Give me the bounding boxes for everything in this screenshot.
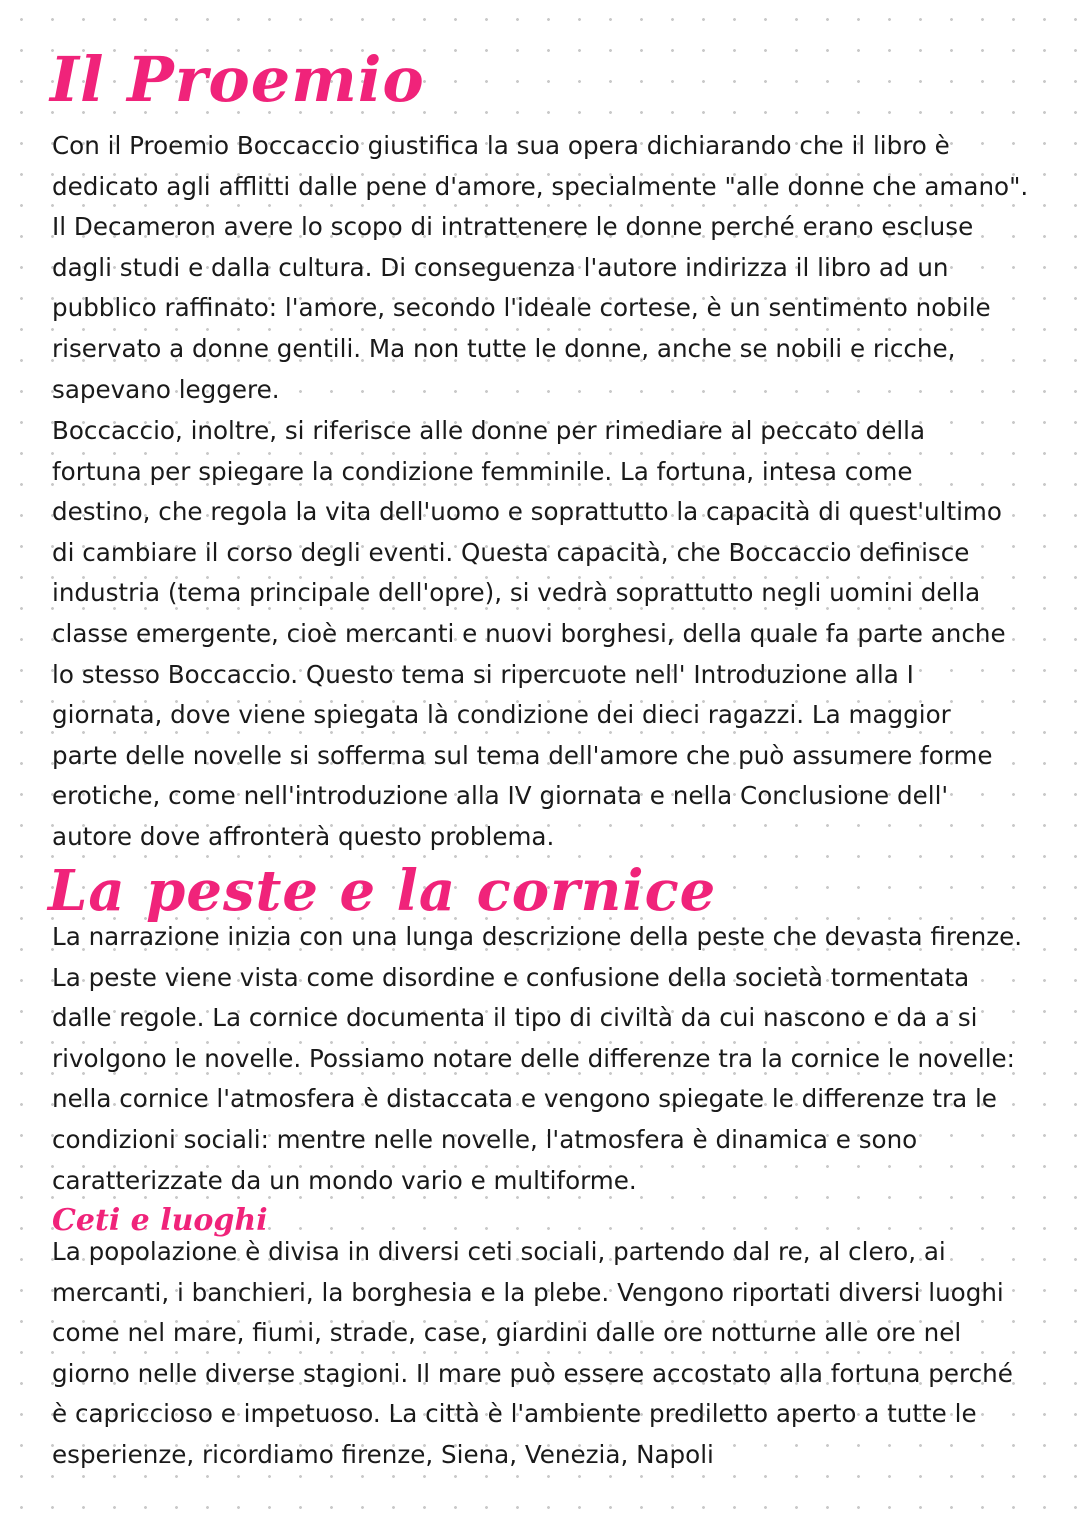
text-line: di cambiare il corso degli eventi. Questa capacità, che Boccaccio definisce <box>52 537 970 567</box>
text-line: autore dove affronterà questo problema. <box>52 821 555 851</box>
text-line: Con il Proemio Boccaccio giustifica la sua opera dichiarando che il libro è <box>52 131 950 160</box>
text-line: classe emergente, cioè mercanti e nuovi borghesi, della quale fa parte anche <box>52 618 1006 648</box>
text-line: pubblico raffinato: l'amore, secondo l'ideale cortese, è un sentimento nobile <box>52 293 991 323</box>
text-line: erotiche, come nell'introduzione alla IV giornata e nella Conclusione dell' <box>52 781 949 811</box>
section-title-peste-cornice: La peste e la cornice <box>48 858 717 924</box>
text-line: nella cornice l'atmosfera è distaccata e vengono spiegate le differenze tra le <box>52 1084 997 1114</box>
text-line: esperienze, ricordiamo firenze, Siena, Venezia, Napoli <box>52 1439 714 1469</box>
text-line: come nel mare, fiumi, strade, case, giardini dalle ore notturne alle ore nel <box>52 1318 962 1348</box>
text-line: destino, che regola la vita dell'uomo e soprattutto la capacità di quest'ultimo <box>52 497 1002 527</box>
text-line: La peste viene vista come disordine e confusione della società tormentata <box>52 962 970 992</box>
paragraph-proemio-2 <box>52 411 1042 858</box>
text-line: giornata, dove viene spiegata là condizione dei dieci ragazzi. La maggior <box>52 700 951 730</box>
subsection-title-ceti-luoghi: Ceti e luoghi <box>52 1203 268 1238</box>
text-line: parte delle novelle si sofferma sul tema dell'amore che può assumere forme <box>52 740 993 770</box>
paragraph-proemio-1 <box>52 126 1042 410</box>
text-line: caratterizzate da un mondo vario e multiforme. <box>52 1165 637 1195</box>
text-line: mercanti, i banchieri, la borghesia e la plebe. Vengono riportati diversi luoghi <box>52 1277 1004 1307</box>
text-line: riservato a donne gentili. Ma non tutte le donne, anche se nobili e ricche, <box>52 333 956 363</box>
text-line: condizioni sociali: mentre nelle novelle, l'atmosfera è dinamica e sono <box>52 1124 918 1154</box>
text-line: dagli studi e dalla cultura. Di conseguenza l'autore indirizza il libro ad un <box>52 252 949 282</box>
text-line: Boccaccio, inoltre, si riferisce alle donne per rimediare al peccato della <box>52 416 926 445</box>
text-line: industria (tema principale dell'opre), si vedrà soprattutto negli uomini della <box>52 578 981 608</box>
text-line: sapevano leggere. <box>52 374 280 404</box>
text-line: dalle regole. La cornice documenta il tipo di civiltà da cui nascono e da a si <box>52 1003 978 1033</box>
text-line: lo stesso Boccaccio. Questo tema si ripercuote nell' Introduzione alla I <box>52 659 914 689</box>
section-title-proemio: Il Proemio <box>50 43 425 116</box>
text-line: dedicato agli afflitti dalle pene d'amore, specialmente "alle donne che amano". <box>52 171 1029 201</box>
text-line: rivolgono le novelle. Possiamo notare delle differenze tra la cornice le novelle: <box>52 1043 1015 1073</box>
text-line: giorno nelle diverse stagioni. Il mare può essere accostato alla fortuna perché <box>52 1358 1013 1388</box>
text-line: fortuna per spiegare la condizione femminile. La fortuna, intesa come <box>52 456 913 486</box>
text-line: Il Decameron avere lo scopo di intrattenere le donne perché erano escluse <box>52 212 974 242</box>
paragraph-peste-cornice <box>52 917 1042 1201</box>
text-line: La narrazione inizia con una lunga descrizione della peste che devasta firenze. <box>52 922 1023 951</box>
text-line: è capriccioso e impetuoso. La città è l'ambiente prediletto aperto a tutte le <box>52 1399 977 1429</box>
paragraph-ceti-luoghi <box>52 1232 1042 1476</box>
text-line: La popolazione è divisa in diversi ceti sociali, partendo dal re, al clero, ai <box>52 1237 946 1266</box>
